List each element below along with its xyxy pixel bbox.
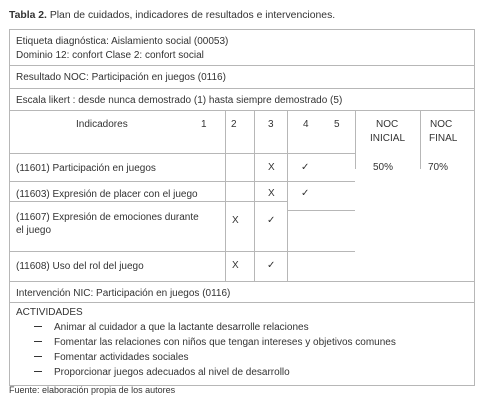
check-col-3: ✓ xyxy=(267,260,276,271)
grid-vline xyxy=(420,111,421,169)
table-caption xyxy=(9,10,335,21)
grid-vline xyxy=(254,111,255,281)
nic-intervention-row xyxy=(10,282,474,303)
grid-vline xyxy=(225,111,226,281)
check-col-4: ✓ xyxy=(301,162,310,173)
dash-icon xyxy=(34,356,42,357)
mark-col-2: X xyxy=(232,260,239,271)
activity-item: Fomentar las relaciones con niños que tengan intereses y objetivos comunes xyxy=(34,337,396,348)
indicator-label-line2: el juego xyxy=(16,225,52,236)
header-col-1: 1 xyxy=(201,119,207,130)
header-col-5: 5 xyxy=(334,119,340,130)
indicator-label-line1: (11607) Expresión de emociones durante xyxy=(16,212,199,223)
grid-hline xyxy=(287,210,355,211)
nic-intervention-text: Intervención NIC: Participación en juegos (0116) xyxy=(16,288,231,299)
care-plan-table xyxy=(9,29,475,386)
grid-hline xyxy=(10,251,355,252)
caption-text: Plan de cuidados, indicadores de resultados e intervenciones. xyxy=(49,10,336,21)
likert-scale-text: Escala likert : desde nunca demostrado (1) hasta siempre demostrado (5) xyxy=(16,95,343,106)
noc-inicial-value: 50% xyxy=(373,162,394,173)
dash-icon xyxy=(34,326,42,327)
grid-vline xyxy=(287,111,288,281)
indicator-label: (11603) Expresión de placer con el juego xyxy=(16,189,198,200)
diagnosis-label: Etiqueta diagnóstica: Aislamiento social (00053) xyxy=(16,36,229,47)
noc-final-value: 70% xyxy=(428,162,449,173)
activity-item: Proporcionar juegos adecuados al nivel de desarrollo xyxy=(34,367,290,378)
header-col-3: 3 xyxy=(268,119,274,130)
activity-item: Animar al cuidador a que la lactante desarrolle relaciones xyxy=(34,322,309,333)
likert-scale-row xyxy=(10,89,474,111)
grid-hline xyxy=(10,201,287,202)
header-indicadores: Indicadores xyxy=(76,119,128,130)
activities-heading: ACTIVIDADES xyxy=(16,307,83,318)
indicator-label xyxy=(16,211,199,237)
header-noc-final-2: FINAL xyxy=(429,133,458,144)
header-col-2: 2 xyxy=(231,119,237,130)
caption-label: Tabla 2. xyxy=(9,10,47,21)
dash-icon xyxy=(34,341,42,342)
indicators-grid xyxy=(10,111,474,282)
noc-result-row xyxy=(10,66,474,89)
activity-item: Fomentar actividades sociales xyxy=(34,352,189,363)
check-col-3: ✓ xyxy=(267,215,276,226)
domain-label: Dominio 12: confort Clase 2: confort social xyxy=(16,50,204,61)
grid-vline xyxy=(355,111,356,169)
grid-hline xyxy=(10,181,355,182)
diagnosis-row xyxy=(10,30,474,66)
check-col-4: ✓ xyxy=(301,188,310,199)
mark-col-3: X xyxy=(268,162,275,173)
header-noc-inicial-2: INICIAL xyxy=(370,133,406,144)
noc-result-text: Resultado NOC: Participación en juegos (0116) xyxy=(16,72,226,83)
indicator-label: (11601) Participación en juegos xyxy=(16,163,156,174)
header-noc-inicial-1: NOC xyxy=(376,119,399,130)
mark-col-2: X xyxy=(232,215,239,226)
dash-icon xyxy=(34,371,42,372)
indicator-label: (11608) Uso del rol del juego xyxy=(16,261,144,272)
source-footnote: Fuente: elaboración propia de los autores xyxy=(9,385,176,395)
header-col-4: 4 xyxy=(303,119,309,130)
grid-hline xyxy=(10,153,355,154)
header-noc-final-1: NOC xyxy=(430,119,453,130)
mark-col-3: X xyxy=(268,188,275,199)
activities-row xyxy=(10,303,474,385)
